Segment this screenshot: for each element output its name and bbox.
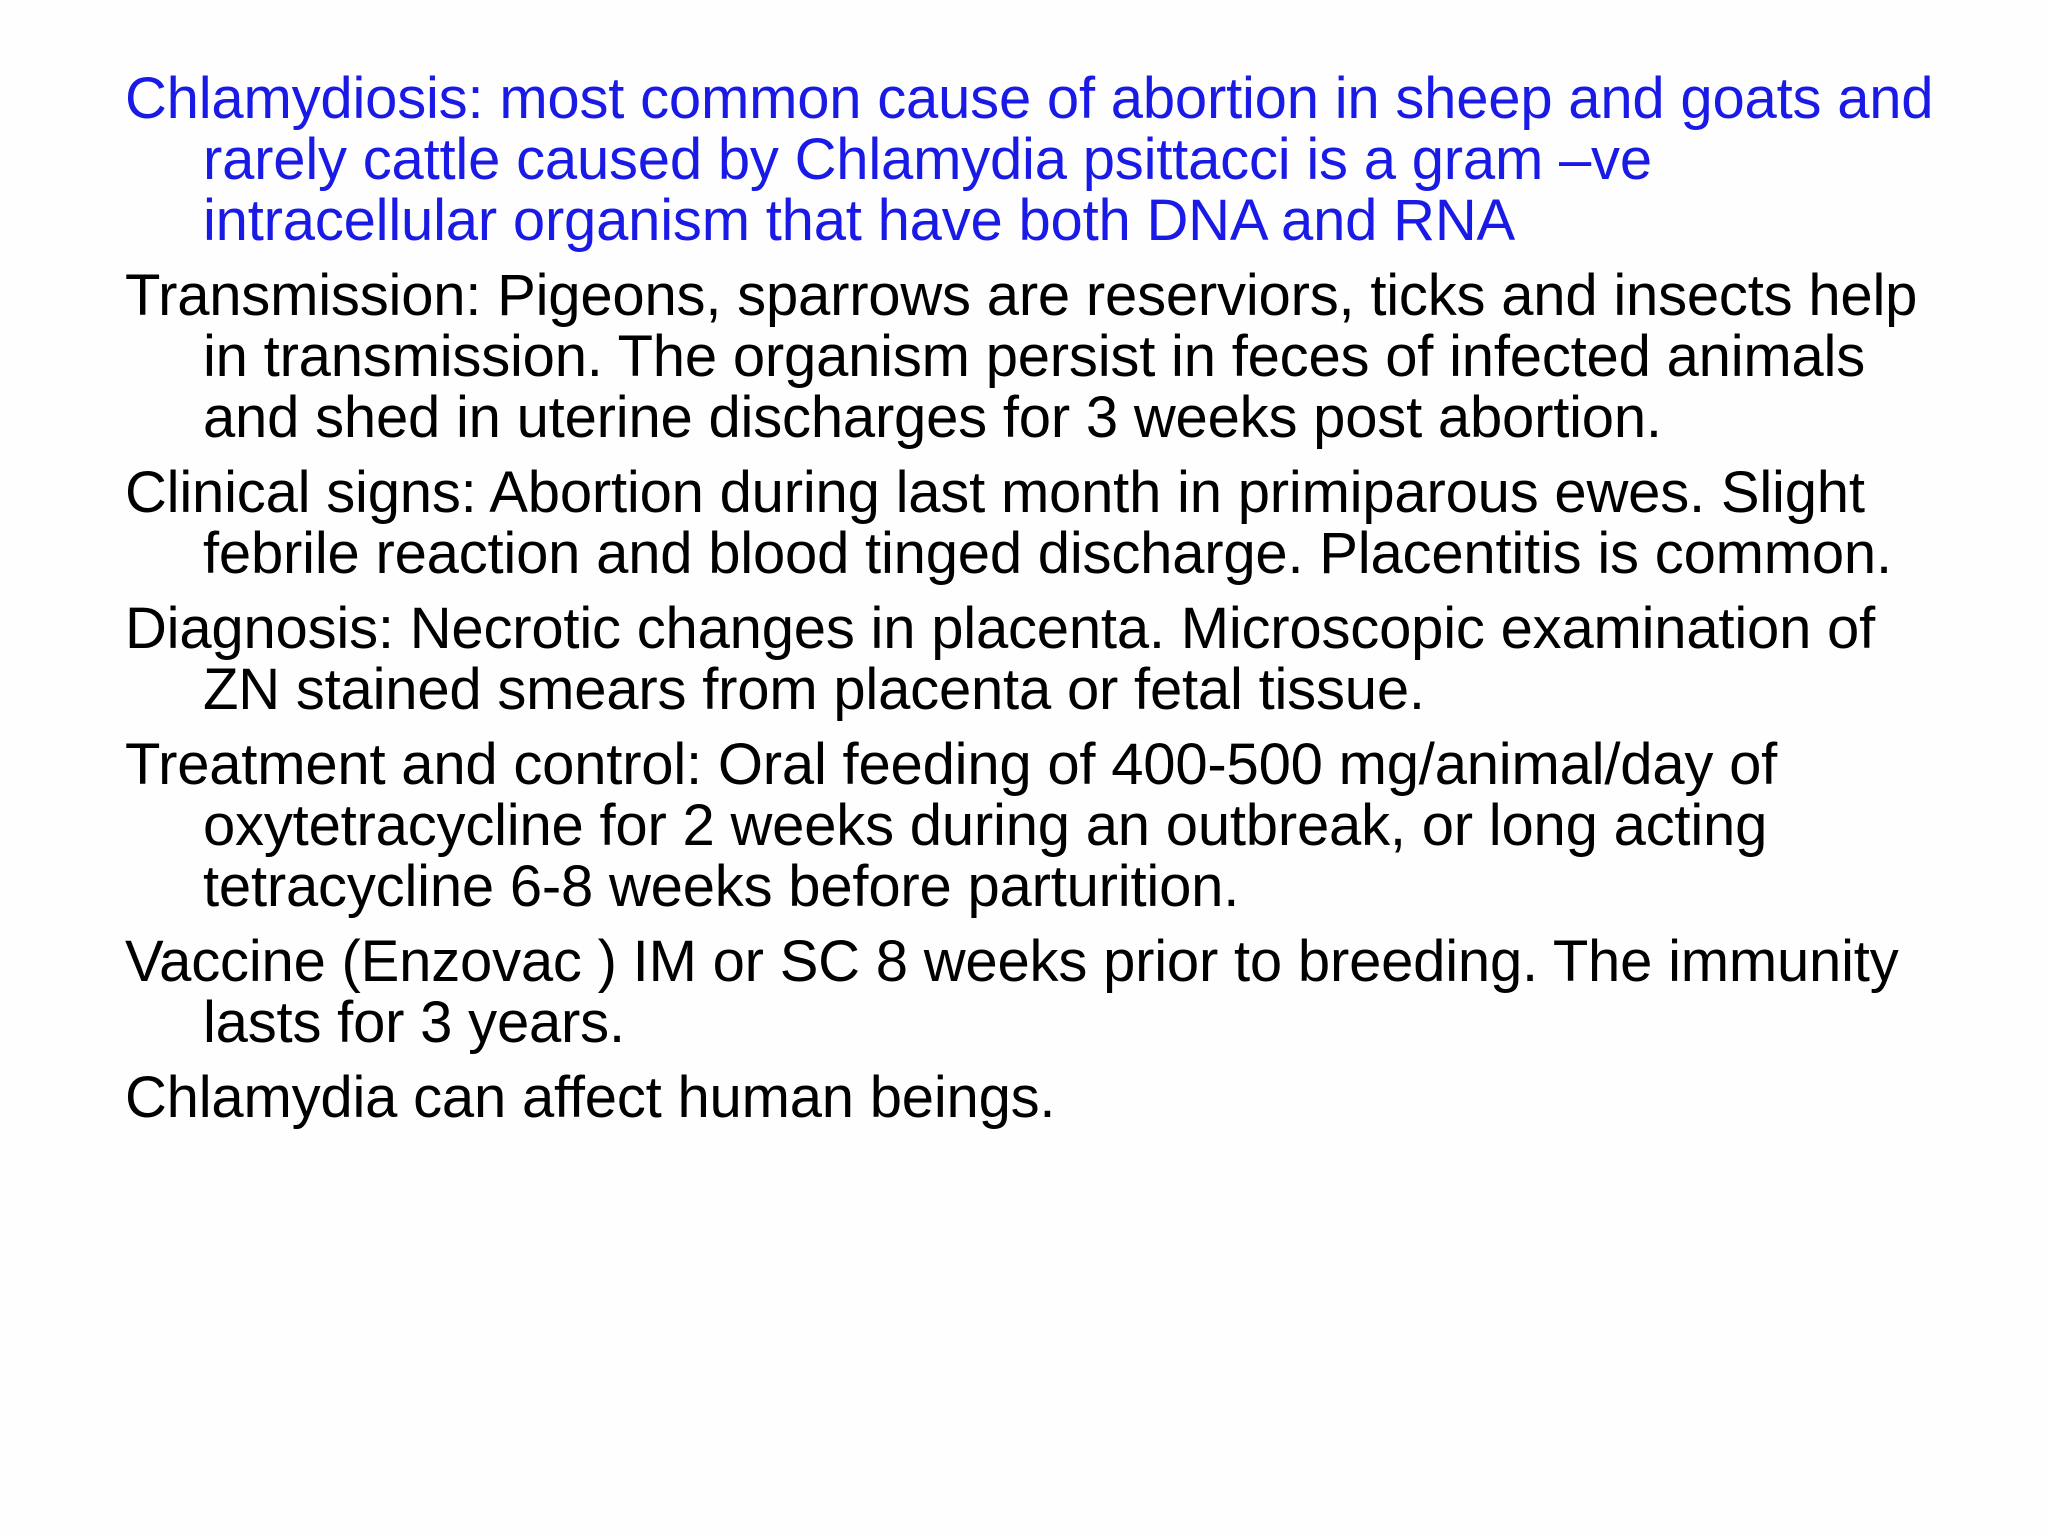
paragraph-chlamydiosis-definition: Chlamydiosis: most common cause of abortion in sheep and goats and rarely cattle caused by Chlamydia psittacci is a gram –ve intracellular organism that have both DNA and RNA (125, 66, 1934, 253)
paragraph-transmission: Transmission: Pigeons, sparrows are reserviors, ticks and insects help in transmission. The organism persist in feces of infected animals and shed in uterine discharges for 3 weeks post abortion. (125, 263, 1918, 450)
paragraph-diagnosis: Diagnosis: Necrotic changes in placenta. Microscopic examination of ZN stained smears from placenta or fetal tissue. (125, 596, 1876, 722)
slide-body (125, 68, 1955, 1142)
paragraph-clinical-signs: Clinical signs: Abortion during last month in primiparous ewes. Slight febrile reaction and blood tinged discharge. Placentitis is common. (125, 460, 1892, 586)
paragraph-treatment-control: Treatment and control: Oral feeding of 400-500 mg/animal/day of oxytetracycline for 2 weeks during an outbreak, or long acting tetracycline 6-8 weeks before parturition. (125, 732, 1778, 919)
paragraph-vaccine: Vaccine (Enzovac ) IM or SC 8 weeks prior to breeding. The immunity lasts for 3 years. (125, 929, 1899, 1055)
paragraph-zoonosis: Chlamydia can affect human beings. (125, 1065, 1056, 1130)
